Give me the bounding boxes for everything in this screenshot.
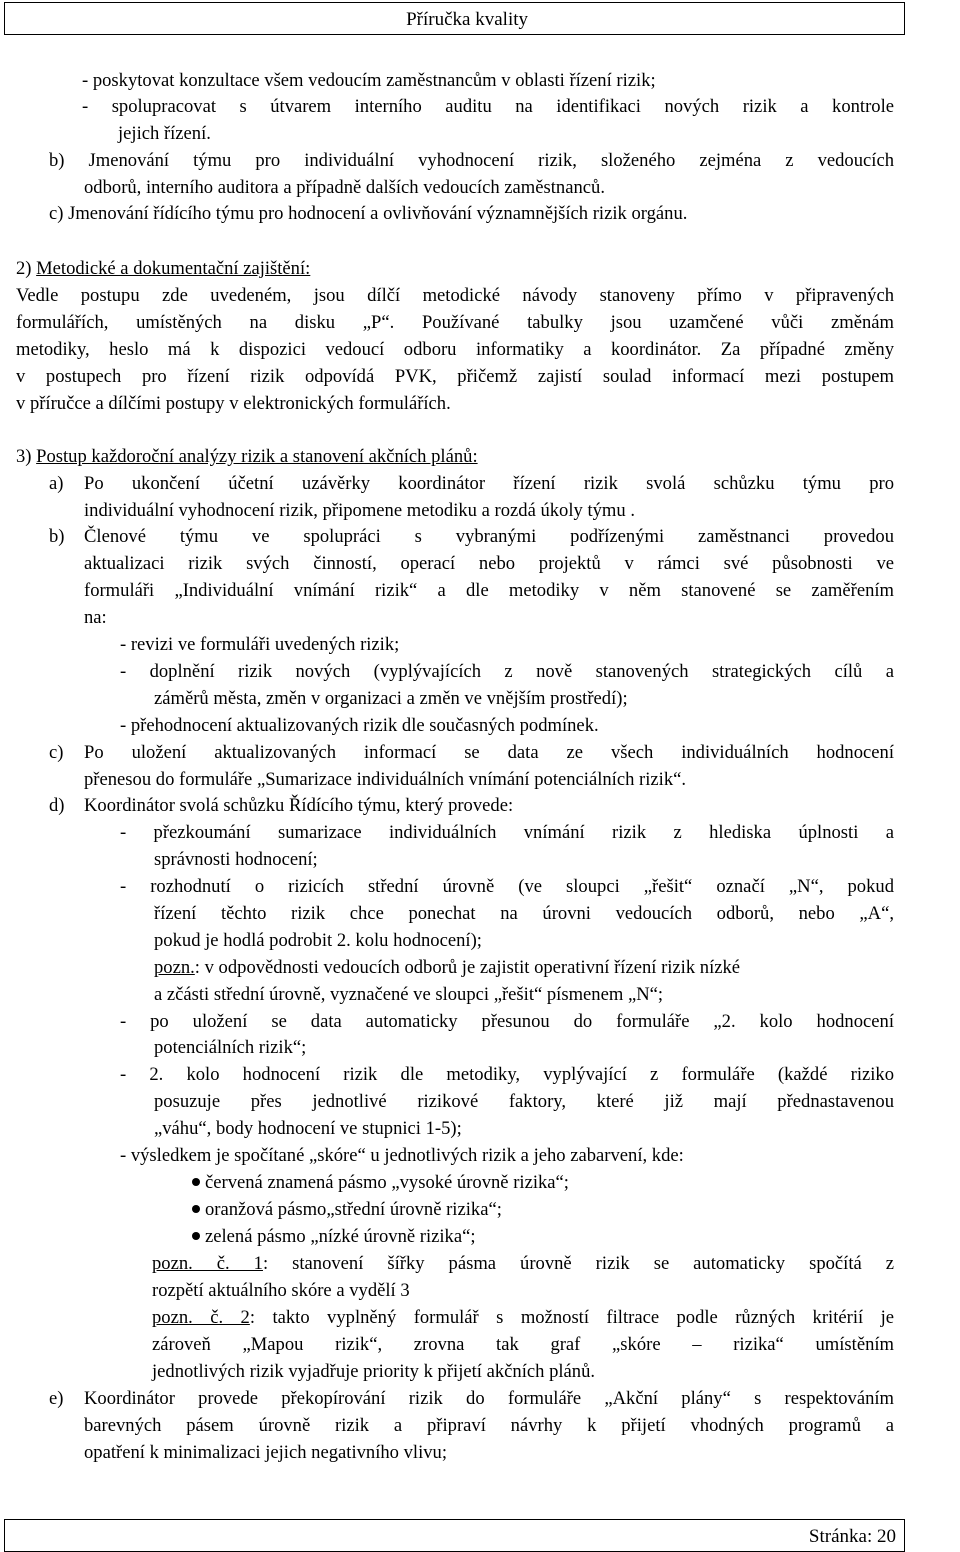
section-2-line-3: metodiky, heslo má k dispozici vedoucí odboru informatiky a koordinátor. Za případné změny xyxy=(16,339,894,360)
item-d-note-2: pozn. č. 2: takto vyplněný formulář s možností filtrace podle různých kritérií je xyxy=(152,1307,894,1328)
item-d-note-2-cont-2: jednotlivých rizik vyjadřuje priority k přijetí akčních plánů. xyxy=(152,1361,596,1382)
item-c-label: c) xyxy=(49,742,64,763)
item-e-label: e) xyxy=(49,1388,64,1409)
item-d-dash-5: - výsledkem je spočítané „skóre“ u jednotlivých rizik a jeho zabarvení, kde: xyxy=(120,1145,684,1166)
item-b-line-2: aktualizaci rizik svých činností, operací nebo projektů v rámci své působnosti ve xyxy=(84,553,894,574)
section-3-title: Postup každoroční analýzy rizik a stanovení akčních plánů: xyxy=(36,446,478,467)
header-title: Příručka kvality xyxy=(406,9,528,30)
item-d-dash-3: - po uložení se data automaticky přesunou do formuláře „2. kolo hodnocení xyxy=(120,1011,894,1032)
item-a-line-1: Po ukončení účetní uzávěrky koordinátor řízení rizik svolá schůzku týmu pro xyxy=(84,473,894,494)
item-b-label: b) xyxy=(49,526,65,547)
item-a-label: a) xyxy=(49,473,64,494)
item-c-line-2: přenesou do formuláře „Sumarizace individuálních vnímání potenciálních rizik“. xyxy=(84,769,687,790)
item-e-line-2: barevných pásem úrovně rizik a připraví návrhy k přijetí vhodných programů a xyxy=(84,1415,894,1436)
section-2-line-4: v postupech pro řízení rizik odpovídá PVK, přičemž zajistí soulad informací mezi postupem xyxy=(16,366,894,387)
note-label: pozn. xyxy=(154,957,195,978)
item-d-note: pozn.: v odpovědnosti vedoucích odborů je zajistit operativní řízení rizik nízké xyxy=(154,957,741,978)
page-header xyxy=(4,2,905,35)
intro-item-b: b) Jmenování týmu pro individuální vyhodnocení rizik, složeného zejména z vedoucích xyxy=(49,150,894,171)
item-d-dash-2-cont-2: pokud je hodlá podrobit 2. kolu hodnocení); xyxy=(154,930,482,951)
note-1-label: pozn. č. 1 xyxy=(152,1253,263,1274)
page-number: Stránka: 20 xyxy=(808,1526,896,1547)
bullet-green-zone: zelená pásmo „nízké úrovně rizika“; xyxy=(192,1224,476,1251)
intro-item-b-cont: odborů, interního auditora a případně dalších vedoucích zaměstnanců. xyxy=(84,177,605,198)
item-d-dash-4: - 2. kolo hodnocení rizik dle metodiky, vyplývající z formuláře (každé riziko xyxy=(120,1064,894,1085)
item-d-dash-1: - přezkoumání sumarizace individuálních vnímání rizik z hlediska úplnosti a xyxy=(120,822,894,843)
item-b-dash-3: - přehodnocení aktualizovaných rizik dle současných podmínek. xyxy=(120,715,599,736)
item-b-dash-2: - doplnění rizik nových (vyplývajících z nově stanovených strategických cílů a xyxy=(120,661,894,682)
item-e-line-1: Koordinátor provede překopírování rizik do formuláře „Akční plány“ s respektováním xyxy=(84,1388,894,1409)
item-d-dash-3-cont: potenciálních rizik“; xyxy=(154,1037,307,1058)
section-2-title: Metodické a dokumentační zajištění: xyxy=(36,258,311,279)
item-d-note-1: pozn. č. 1: stanovení šířky pásma úrovně rizik se automaticky spočítá z xyxy=(152,1253,894,1274)
item-b-dash-1: - revizi ve formuláři uvedených rizik; xyxy=(120,634,400,655)
item-c-line-1: Po uložení aktualizovaných informací se data ze všech individuálních hodnocení xyxy=(84,742,894,763)
item-d-dash-1-cont: správnosti hodnocení; xyxy=(154,849,318,870)
note-2-label: pozn. č. 2 xyxy=(152,1307,250,1328)
intro-dash-2-cont: jejich řízení. xyxy=(118,123,211,144)
item-d-dash-2-cont-1: řízení těchto rizik chce ponechat na úrovni vedoucích odborů, nebo „A“, xyxy=(154,903,894,924)
item-d-note-1-cont: rozpětí aktuálního skóre a vydělí 3 xyxy=(152,1280,410,1301)
page-footer xyxy=(4,1519,905,1552)
item-d-dash-4-cont-1: posuzuje přes jednotlivé rizikové faktory, které již mají přednastavenou xyxy=(154,1091,894,1112)
item-d-label: d) xyxy=(49,795,65,816)
bullet-orange-zone: oranžová pásmo„střední úrovně rizika“; xyxy=(192,1197,502,1224)
item-d-line-1: Koordinátor svolá schůzku Řídícího týmu, který provede: xyxy=(84,795,514,816)
intro-dash-2: - spolupracovat s útvarem interního auditu na identifikaci nových rizik a kontrole xyxy=(82,96,894,117)
intro-dash-1: - poskytovat konzultace všem vedoucím zaměstnancům v oblasti řízení rizik; xyxy=(82,70,656,91)
section-3-heading: 3) Postup každoroční analýzy rizik a stanovení akčních plánů: xyxy=(16,446,478,467)
item-a-line-2: individuální vyhodnocení rizik, připomene metodiku a rozdá úkoly týmu . xyxy=(84,500,635,521)
bullet-red-zone: červená znamená pásmo „vysoké úrovně rizika“; xyxy=(192,1170,569,1197)
item-d-dash-2: - rozhodnutí o rizicích střední úrovně (ve sloupci „řešit“ označí „N“, pokud xyxy=(120,876,894,897)
item-b-dash-2-cont: záměrů města, změn v organizaci a změn ve vnějším prostředí); xyxy=(154,688,628,709)
item-b-line-4: na: xyxy=(84,607,107,628)
section-2-line-5: v příručce a dílčími postupy v elektronických formulářích. xyxy=(16,393,451,414)
section-2-heading: 2) Metodické a dokumentační zajištění: xyxy=(16,258,311,279)
intro-item-c: c) Jmenování řídícího týmu pro hodnocení a ovlivňování významnějších rizik orgánu. xyxy=(49,203,688,224)
section-2-line-1: Vedle postupu zde uvedeném, jsou dílčí metodické návody stanoveny přímo v připravených xyxy=(16,285,894,306)
section-2-line-2: formulářích, umístěných na disku „P“. Používané tabulky jsou uzamčené vůči změnám xyxy=(16,312,894,333)
item-e-line-3: opatření k minimalizaci jejich negativního vlivu; xyxy=(84,1442,447,1463)
item-d-note-2-cont-1: zároveň „Mapou rizik“, zrovna tak graf „skóre – rizika“ umístěním xyxy=(152,1334,894,1355)
item-b-line-1: Členové týmu ve spolupráci s vybranými podřízenými zaměstnanci provedou xyxy=(84,526,894,547)
item-b-line-3: formuláři „Individuální vnímání rizik“ a dle metodiky v něm stanovené se zaměřením xyxy=(84,580,894,601)
item-d-dash-4-cont-2: „váhu“, body hodnocení ve stupnici 1-5); xyxy=(154,1118,462,1139)
item-d-note-cont: a zčásti střední úrovně, vyznačené ve sloupci „řešit“ písmenem „N“; xyxy=(154,984,664,1005)
